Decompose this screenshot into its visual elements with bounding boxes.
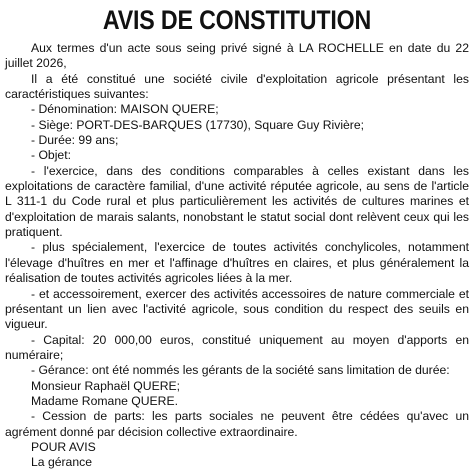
- duree-line: - Durée: 99 ans;: [31, 133, 119, 148]
- objet-paragraph-1: - l'exercice, dans des conditions comparables à celles existant dans les exploitations de caractère familial, d'une activité réputée agricole, au sens de l'article L 311-1 du Code rural et plus particulièrement les activités de cultures marines et d'exploitation de marais salants, nonobstant le statut social dont relèvent ceux qui les pratiquent.: [5, 163, 469, 240]
- objet-paragraph-3: - et accessoirement, exercer des activités accessoires de nature commerciale et présentant un lien avec l'activité agricole, sous condition du respect des seuils en vigueur.: [5, 286, 469, 332]
- capital-line: - Capital: 20 000,00 euros, constitué uniquement au moyen d'apports en numéraire;: [5, 332, 469, 362]
- intro-paragraph: Aux termes d'un acte sous seing privé signé à LA ROCHELLE en date du 22 juillet 2026,: [5, 41, 469, 71]
- notice-body: [5, 41, 469, 471]
- manager-line-1: Monsieur Raphaël QUERE;: [31, 378, 181, 393]
- manager-line-2: Madame Romane QUERE.: [31, 393, 178, 408]
- notice-title: AVIS DE CONSTITUTION: [102, 5, 372, 35]
- denomination-line: - Dénomination: MAISON QUERE;: [31, 102, 219, 117]
- objet-label: - Objet:: [31, 148, 71, 163]
- constituted-paragraph: Il a été constitué une société civile d'exploitation agricole présentant les caractéristiques suivantes:: [5, 71, 469, 102]
- gerance-line: - Gérance: ont été nommés les gérants de la société sans limitation de durée:: [31, 363, 450, 378]
- signature-line: La gérance: [31, 455, 92, 470]
- objet-paragraph-2: - plus spécialement, l'exercice de toutes activités conchylicoles, notamment l'élevage d'huîtres en mer et l'affinage d'huîtres en claires, et plus généralement la réalisation de toutes activités agricoles liées à la mer.: [5, 240, 469, 286]
- cession-paragraph: - Cession de parts: les parts sociales ne peuvent être cédées qu'avec un agrément donné par décision collective extraordinaire.: [5, 409, 469, 439]
- closing-line: POUR AVIS: [31, 439, 96, 454]
- legal-notice: [5, 4, 469, 470]
- siege-line: - Siège: PORT-DES-BARQUES (17730), Square Guy Rivière;: [31, 117, 365, 132]
